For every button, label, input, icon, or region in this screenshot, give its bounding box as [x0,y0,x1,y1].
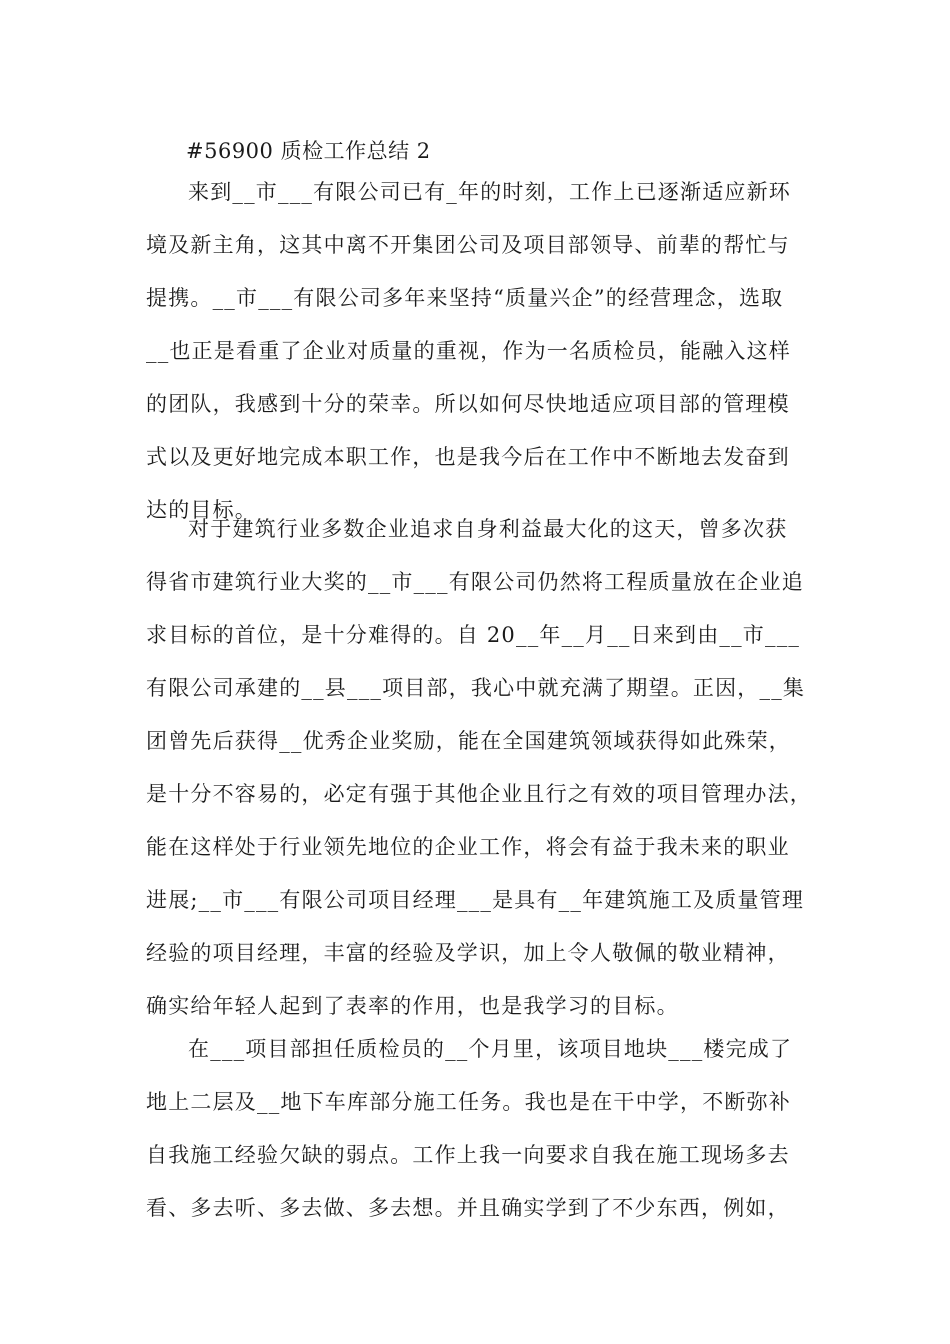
text-line: 境及新主角，这其中离不开集团公司及项目部领导、前辈的帮忙与 [146,233,790,257]
text-line: 自我施工经验欠缺的弱点。工作上我一向要求自我在施工现场多去 [146,1143,790,1167]
text-line: 得省市建筑行业大奖的__市___有限公司仍然将工程质量放在企业追 [146,570,804,594]
text-line: 来到__市___有限公司已有_年的时刻，工作上已逐渐适应新环 [188,180,791,204]
paragraph-3 [146,1023,816,1235]
text-line: 进展;__市___有限公司项目经理___是具有__年建筑施工及质量管理 [146,888,805,912]
text-line: __也正是看重了企业对质量的重视，作为一名质检员，能融入这样 [146,339,791,363]
text-line: 看、多去听、多去做、多去想。并且确实学到了不少东西，例如， [146,1196,790,1220]
text-line: 式以及更好地完成本职工作，也是我今后在工作中不断地去发奋到 [146,445,790,469]
text-line: 达的目标。 [146,498,257,522]
document-title: #56900 质检工作总结 2 [186,139,431,163]
text-line: 的团队，我感到十分的荣幸。所以如何尽快地适应项目部的管理模 [146,392,790,416]
text-line: 求目标的首位，是十分难得的。自 20__年__月__日来到由__市___ [146,623,801,647]
text-line: 有限公司承建的__县___项目部，我心中就充满了期望。正因，__集 [146,676,806,700]
text-line: 团曾先后获得__优秀企业奖励，能在全国建筑领域获得如此殊荣， [146,729,791,753]
text-line: 地上二层及__地下车库部分施工任务。我也是在干中学，不断弥补 [146,1090,791,1114]
text-line: 对于建筑行业多数企业追求自身利益最大化的这天，曾多次获 [188,517,788,541]
paragraph-1 [146,166,816,537]
text-line: 提携。__市___有限公司多年来坚持“质量兴企”的经营理念，选取 [146,286,784,310]
text-line: 经验的项目经理，丰富的经验及学识，加上令人敬佩的敬业精神， [146,941,790,965]
text-line: 在___项目部担任质检员的__个月里，该项目地块___楼完成了 [188,1037,793,1061]
text-line: 确实给年轻人起到了表率的作用，也是我学习的目标。 [146,994,679,1018]
text-line: 能在这样处于行业领先地位的企业工作，将会有益于我未来的职业 [146,835,790,859]
text-line: 是十分不容易的，必定有强于其他企业且行之有效的项目管理办法， [146,782,812,806]
paragraph-2 [146,503,816,1033]
